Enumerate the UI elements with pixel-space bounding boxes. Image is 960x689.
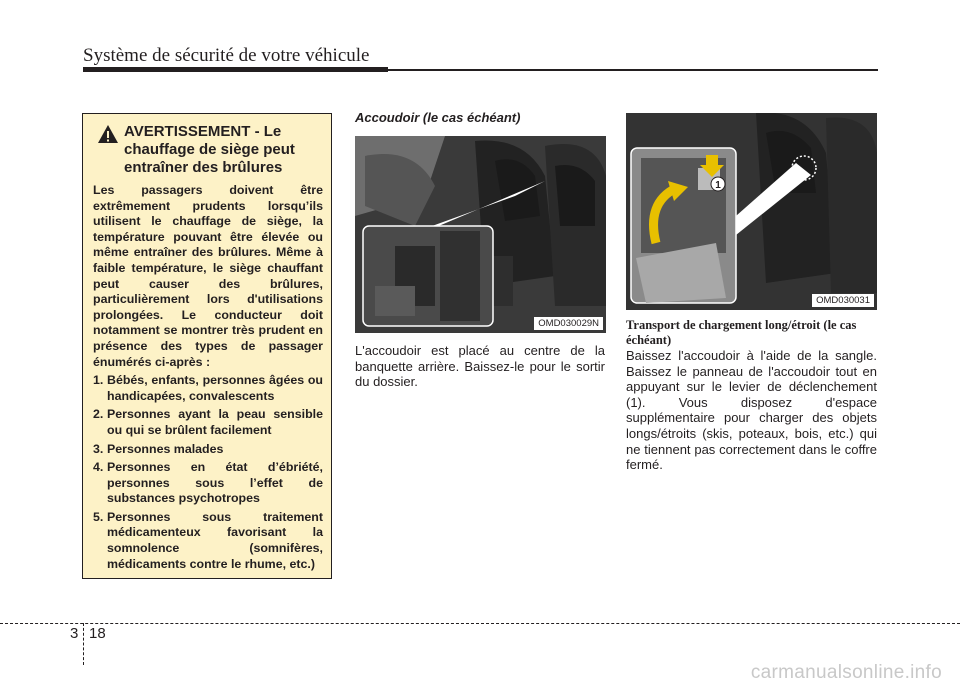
cargo-photo	[626, 113, 877, 310]
header-rule	[83, 69, 878, 71]
page-header-title: Système de sécurité de votre véhicule	[83, 45, 370, 66]
armrest-text: L'accoudoir est placé au centre de la banquette arrière. Baissez-le pour le sortir du dossier.	[355, 343, 605, 390]
page-number: 18	[89, 625, 106, 642]
armrest-section-title: Accoudoir (le cas échéant)	[355, 110, 521, 125]
image-code: OMD030029N	[534, 317, 603, 330]
warning-intro: Les passagers doivent être extrêmement prudents lorsqu’ils utilisent le chauffage de siège, la température pouvant être élevée ou même entraîner des brûlures. Même à faible température, le siège chauffant peut causer des brûlures, particulièrement lors d'utilisations prolongées. Le conducteur doit notamment se montrer très prudent en présence des types de passager énumérés ci-après :	[93, 183, 323, 369]
cargo-text: Baissez l'accoudoir à l'aide de la sangle. Baissez le panneau de l'accoudoir tout en appuyant sur le levier de déclenchement (1). Vous disposez d'espace supplémentaire pour charger des objets longs/étroits (skis, poteaux, bois, etc.) qui ne tiennent pas correctement dans le coffre fermé.	[626, 348, 877, 473]
list-item: 5. Personnes sous traitement médicamenteux favorisant la somnolence (somnifères, médicaments contre le rhume, etc.)	[93, 509, 323, 571]
list-item: 2. Personnes ayant la peau sensible ou qui se brûlent facilement	[93, 407, 323, 437]
watermark: carmanualsonline.info	[750, 662, 942, 683]
armrest-photo	[355, 136, 606, 333]
footer-divider	[83, 623, 84, 665]
image-code: OMD030031	[812, 294, 874, 307]
warning-box	[82, 113, 332, 579]
footer-rule	[0, 623, 960, 624]
rear-seat-armrest-illustration	[355, 136, 606, 333]
warning-title: AVERTISSEMENT - Le chauffage de siège peut entraîner des brûlures	[124, 123, 295, 176]
chapter-number: 3	[70, 625, 79, 642]
warning-header	[93, 123, 323, 177]
warning-list	[93, 373, 323, 572]
list-item: 4. Personnes en état d’ébriété, personnes sous l’effet de substances psychotropes	[93, 460, 323, 506]
armrest-passthrough-illustration	[626, 113, 877, 310]
list-item: 3. Personnes malades	[93, 441, 224, 456]
warning-triangle-icon	[97, 124, 119, 144]
list-item: 1. Bébés, enfants, personnes âgées ou handicapées, convalescents	[93, 373, 323, 403]
cargo-section-title: Transport de chargement long/étroit (le cas échéant)	[626, 318, 857, 347]
callout-number: 1	[715, 180, 721, 191]
